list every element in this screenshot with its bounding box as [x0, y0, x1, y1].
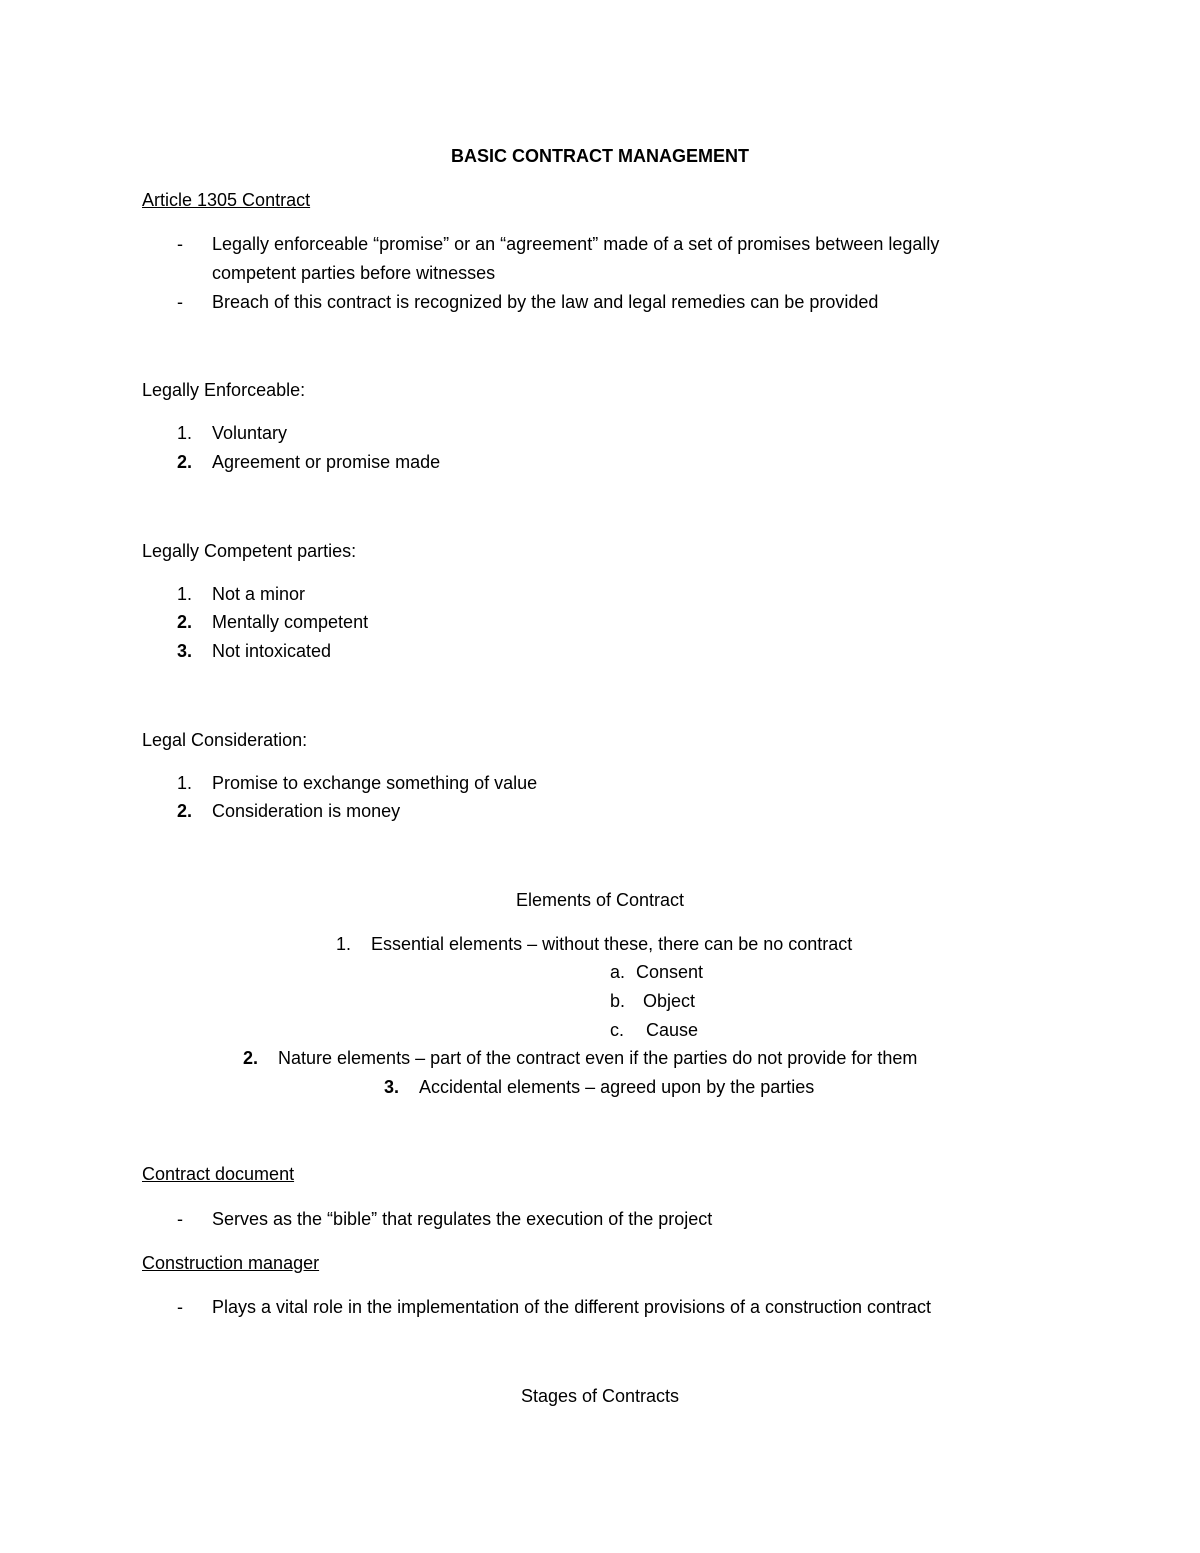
list-letter: c.: [610, 1020, 625, 1040]
list-letter: a.: [610, 962, 626, 982]
article-heading: Article 1305 Contract: [142, 190, 311, 210]
construction-manager-bullet: Plays a vital role in the implementation of the different provisions of a construction contract: [212, 1297, 932, 1317]
legally-enforceable-heading: Legally Enforceable:: [142, 380, 306, 400]
list-number: 1.: [177, 423, 193, 443]
enforceable-item-2: Agreement or promise made: [212, 452, 441, 472]
list-number: 1.: [336, 934, 352, 954]
list-number: 2.: [243, 1048, 259, 1068]
list-number: 2.: [177, 801, 193, 821]
list-number: 2.: [177, 612, 193, 632]
elements-sub-c: Cause: [646, 1020, 699, 1040]
elements-item-3: Accidental elements – agreed upon by the parties: [419, 1077, 815, 1097]
stages-heading: Stages of Contracts: [520, 1386, 680, 1406]
list-number: 3.: [384, 1077, 400, 1097]
elements-sub-b: Object: [643, 991, 696, 1011]
bullet-dash: -: [177, 292, 183, 312]
bullet-dash: -: [177, 234, 183, 254]
elements-item-2: Nature elements – part of the contract even if the parties do not provide for them: [278, 1048, 918, 1068]
elements-sub-a: Consent: [636, 962, 704, 982]
list-letter: b.: [610, 991, 626, 1011]
enforceable-item-1: Voluntary: [212, 423, 288, 443]
list-number: 1.: [177, 584, 193, 604]
elements-item-1: Essential elements – without these, there can be no contract: [371, 934, 853, 954]
document-title: BASIC CONTRACT MANAGEMENT: [451, 146, 749, 166]
contract-document-heading: Contract document: [142, 1164, 295, 1184]
legal-consideration-heading: Legal Consideration:: [142, 730, 308, 750]
construction-manager-heading: Construction manager: [142, 1253, 320, 1273]
article-bullet-1-cont: competent parties before witnesses: [212, 263, 496, 283]
competent-item-1: Not a minor: [212, 584, 306, 604]
legally-competent-heading: Legally Competent parties:: [142, 541, 357, 561]
consideration-item-2: Consideration is money: [212, 801, 401, 821]
bullet-dash: -: [177, 1209, 183, 1229]
consideration-item-1: Promise to exchange something of value: [212, 773, 538, 793]
bullet-dash: -: [177, 1297, 183, 1317]
elements-heading: Elements of Contract: [515, 890, 685, 910]
list-number: 1.: [177, 773, 193, 793]
competent-item-2: Mentally competent: [212, 612, 369, 632]
article-bullet-1: Legally enforceable “promise” or an “agreement” made of a set of promises between legally: [212, 234, 940, 254]
list-number: 2.: [177, 452, 193, 472]
article-bullet-2: Breach of this contract is recognized by the law and legal remedies can be provided: [212, 292, 879, 312]
contract-document-bullet: Serves as the “bible” that regulates the execution of the project: [212, 1209, 713, 1229]
list-number: 3.: [177, 641, 193, 661]
competent-item-3: Not intoxicated: [212, 641, 332, 661]
